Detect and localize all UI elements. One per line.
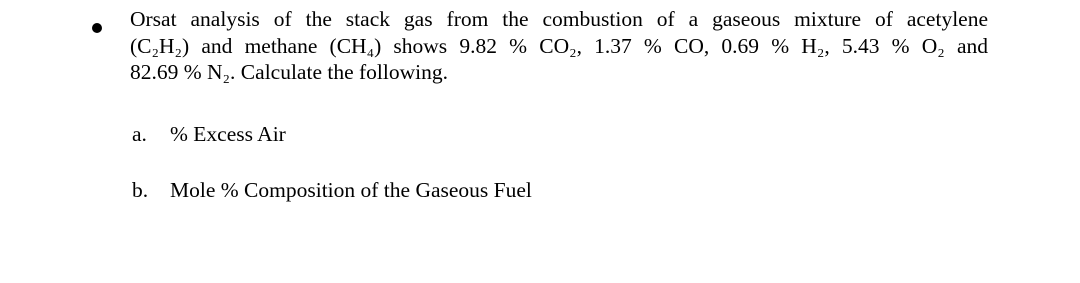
- problem-line-2: (C₂H₂) and methane (CH₄) shows 9.82 % CO₂, 1.37 % CO, 0.69 % H₂, 5.43 % O₂ and: [130, 33, 988, 58]
- bullet-point: [92, 23, 102, 33]
- list-text-b: Mole % Composition of the Gaseous Fuel: [170, 178, 532, 202]
- problem-line-1: Orsat analysis of the stack gas from the combustion of a gaseous mixture of acetylene: [130, 7, 988, 31]
- problem-line-3: 82.69 % N₂. Calculate the following.: [130, 60, 448, 84]
- list-text-a: % Excess Air: [170, 122, 286, 146]
- list-item-b: [132, 177, 532, 203]
- list-marker-a: a.: [132, 122, 147, 146]
- list-marker-b: b.: [132, 178, 149, 202]
- list-item-a: [132, 121, 286, 147]
- problem-statement: [130, 6, 988, 86]
